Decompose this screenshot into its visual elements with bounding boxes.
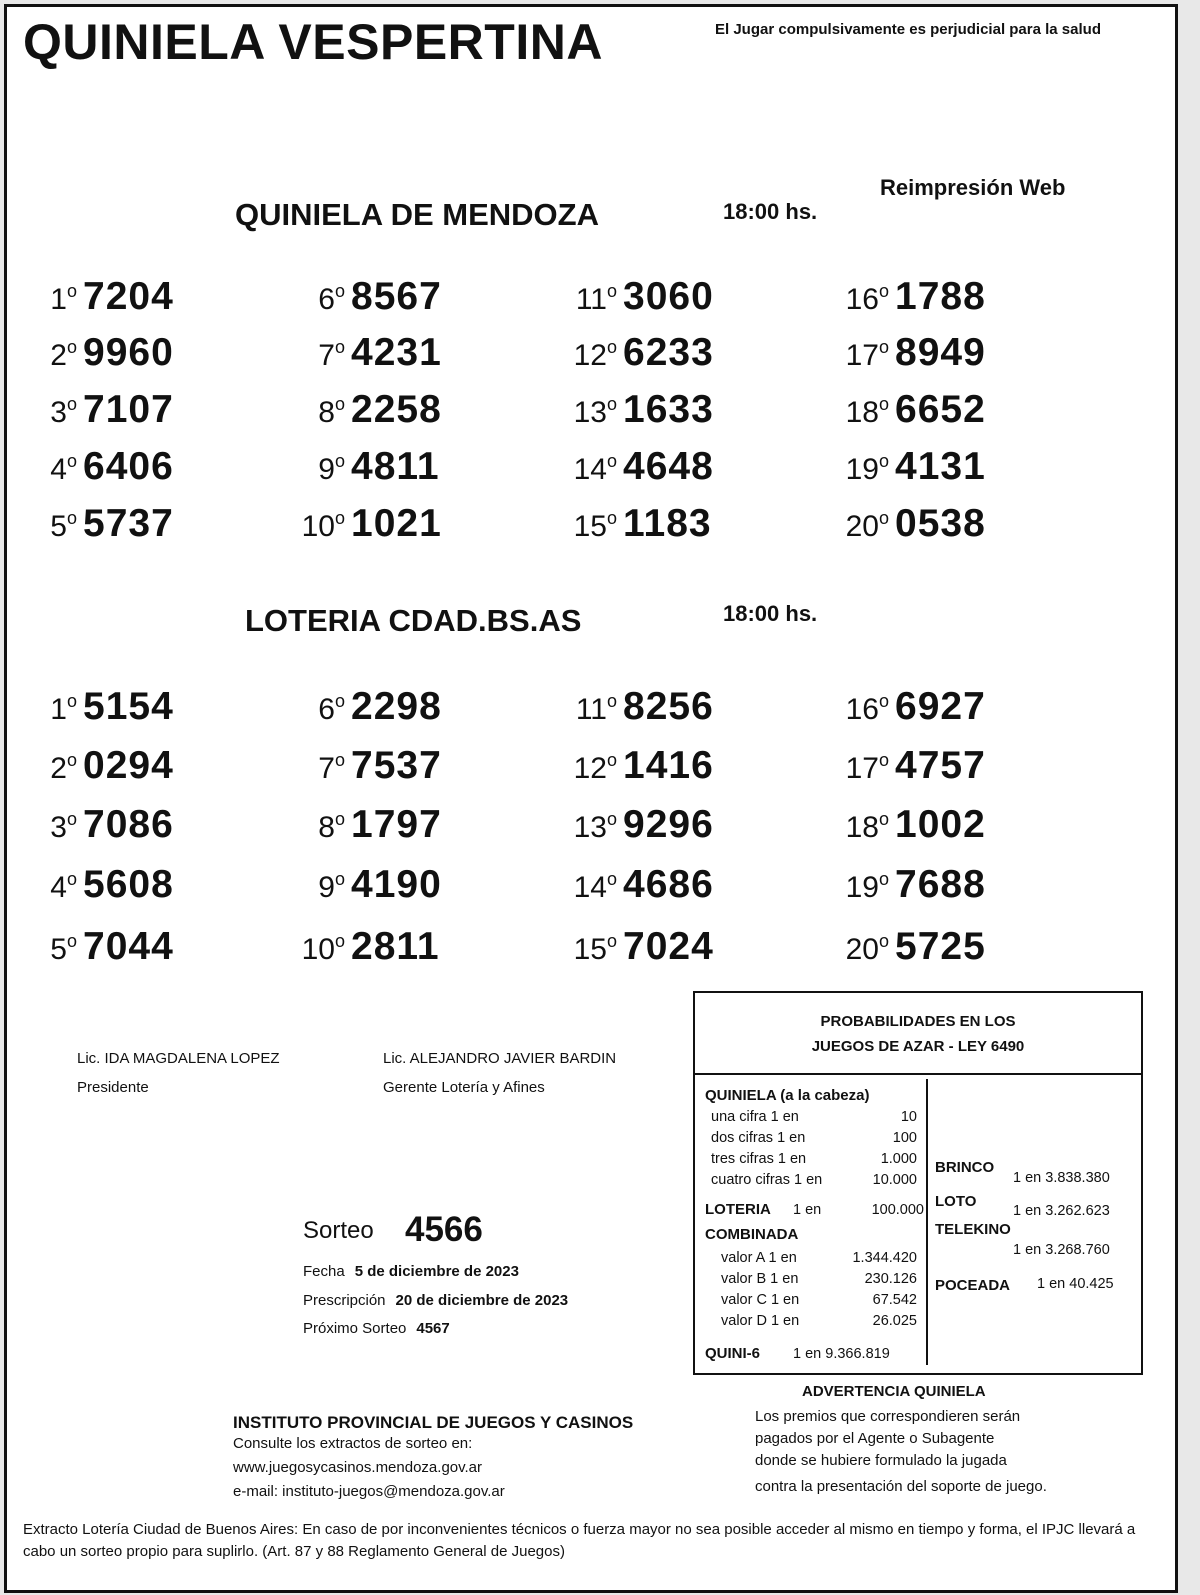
result-position-number: 4: [50, 453, 67, 486]
loto-prob-label: LOTO: [935, 1193, 977, 1210]
instituto-web-link[interactable]: www.juegosycasinos.mendoza.gov.ar: [233, 1459, 483, 1476]
instituto-title: INSTITUTO PROVINCIAL DE JUEGOS Y CASINOS: [233, 1413, 634, 1432]
result-cell: [557, 388, 714, 432]
result-position: 13$^o$: [573, 809, 617, 844]
result-number: 1002: [895, 803, 986, 846]
result-cell: [17, 445, 174, 489]
result-cell: [829, 445, 986, 489]
prob-row-label: una cifra 1 en: [711, 1109, 799, 1125]
probabilities-title-line2: JUEGOS DE AZAR - LEY 6490: [811, 1038, 1025, 1055]
result-cell: [829, 685, 986, 729]
result-position: 19$^o$: [845, 451, 889, 486]
prob-row-value: 10.000: [872, 1172, 917, 1188]
result-position-number: 20: [845, 510, 879, 543]
result-cell: [829, 502, 986, 546]
prob-row-label: valor C 1 en: [721, 1292, 800, 1308]
result-number: 6652: [895, 388, 986, 431]
prob-row-label: cuatro cifras 1 en: [711, 1172, 823, 1188]
advertencia-line-3: donde se hubiere formulado la jugada: [755, 1452, 1007, 1469]
result-position-number: 6: [318, 693, 335, 726]
result-position-number: 16: [845, 693, 879, 726]
result-position-number: 16: [845, 283, 879, 316]
result-number: 6927: [895, 685, 986, 728]
result-position: 15$^o$: [573, 931, 617, 966]
fecha-value: 5 de diciembre de 2023: [354, 1263, 519, 1280]
advertencia-title: ADVERTENCIA QUINIELA: [802, 1383, 986, 1400]
result-number: 1788: [895, 275, 986, 318]
result-position: 4$^o$: [50, 451, 77, 486]
result-position: 2$^o$: [50, 337, 77, 372]
result-position-number: 13: [573, 811, 607, 844]
signature-name-2: Lic. ALEJANDRO JAVIER BARDIN: [383, 1050, 617, 1067]
result-cell: [285, 275, 442, 319]
quiniela-prob-title: QUINIELA (a la cabeza): [705, 1087, 870, 1104]
result-position-number: 8: [318, 811, 335, 844]
result-number: 5154: [83, 685, 174, 728]
result-number: 4231: [351, 331, 442, 374]
result-position-number: 9: [318, 871, 335, 904]
result-position-number: 8: [318, 396, 335, 429]
result-position-number: 1: [50, 283, 67, 316]
probabilities-title-line1: PROBABILIDADES EN LOS: [820, 1013, 1016, 1030]
result-position-number: 14: [573, 453, 607, 486]
reprint-label: Reimpresión Web: [880, 175, 1066, 200]
result-position: 17$^o$: [845, 750, 889, 785]
result-position: 12$^o$: [573, 750, 617, 785]
probabilities-header: [695, 993, 1141, 1075]
result-position-number: 11: [575, 283, 607, 316]
prob-row-label: valor A 1 en: [721, 1250, 797, 1266]
result-position-number: 7: [318, 339, 335, 372]
result-cell: [829, 331, 986, 375]
result-cell: [17, 863, 174, 907]
result-number: 7044: [83, 925, 174, 968]
brinco-prob-label: BRINCO: [935, 1159, 995, 1176]
result-cell: [557, 925, 714, 969]
prob-row-value: 10: [900, 1109, 917, 1125]
result-position: 8$^o$: [318, 809, 345, 844]
result-cell: [17, 502, 174, 546]
result-position-number: 14: [573, 871, 607, 904]
result-number: 4648: [623, 445, 714, 488]
result-cell: [557, 744, 714, 788]
proximo-value: 4567: [416, 1320, 450, 1337]
result-position: 16$^o$: [845, 691, 889, 726]
poceada-prob-label: POCEADA: [935, 1277, 1011, 1294]
result-position-number: 2: [50, 752, 67, 785]
result-cell: [829, 925, 986, 969]
section-title-mendoza: QUINIELA DE MENDOZA: [235, 197, 599, 232]
result-position-number: 2: [50, 339, 67, 372]
sorteo-number: 4566: [405, 1210, 483, 1249]
result-number: 1183: [623, 502, 712, 545]
prob-row-label: dos cifras 1 en: [711, 1130, 806, 1146]
result-position: 5$^o$: [50, 931, 77, 966]
result-position-number: 17: [845, 752, 879, 785]
result-number: 3060: [623, 275, 714, 318]
page-title: QUINIELA VESPERTINA: [23, 14, 603, 70]
result-cell: [285, 744, 442, 788]
result-number: 6233: [623, 331, 714, 374]
result-number: 9960: [83, 331, 174, 374]
result-number: 7537: [351, 744, 442, 787]
advertencia-line-1: Los premios que correspondieren serán: [755, 1408, 1021, 1425]
advertencia-line-2: pagados por el Agente o Subagente: [755, 1430, 995, 1447]
sorteo-label: Sorteo: [303, 1217, 374, 1244]
prescripcion-value: 20 de diciembre de 2023: [395, 1292, 569, 1309]
prescripcion-label: Prescripción: [303, 1292, 386, 1309]
loto-prob-value: 1 en 3.262.623: [1013, 1203, 1110, 1219]
result-number: 8949: [895, 331, 986, 374]
result-position: 8$^o$: [318, 394, 345, 429]
result-position: 3$^o$: [50, 809, 77, 844]
result-position: 10$^o$: [301, 508, 345, 543]
result-cell: [557, 863, 714, 907]
result-cell: [829, 744, 986, 788]
result-cell: [17, 685, 174, 729]
result-number: 1797: [351, 803, 442, 846]
combinada-prob-title: COMBINADA: [705, 1226, 799, 1243]
result-position-number: 4: [50, 871, 67, 904]
result-number: 4811: [351, 445, 440, 488]
result-number: 7107: [83, 388, 174, 431]
result-position-number: 18: [845, 396, 879, 429]
result-cell: [17, 925, 174, 969]
result-number: 4686: [623, 863, 714, 906]
result-cell: [829, 863, 986, 907]
fecha-row: [303, 1263, 519, 1280]
telekino-prob-label: TELEKINO: [935, 1221, 1011, 1238]
result-cell: [285, 388, 442, 432]
result-number: 1416: [623, 744, 714, 787]
result-position-number: 11: [575, 693, 607, 726]
result-cell: [285, 925, 440, 969]
result-number: 2258: [351, 388, 442, 431]
result-position: 16$^o$: [845, 281, 889, 316]
result-position-number: 19: [845, 453, 879, 486]
result-position: 1$^o$: [50, 691, 77, 726]
result-cell: [285, 685, 442, 729]
result-number: 0294: [83, 744, 174, 787]
result-position: 7$^o$: [318, 750, 345, 785]
result-position-number: 12: [573, 752, 607, 785]
brinco-prob-value: 1 en 3.838.380: [1013, 1170, 1110, 1186]
result-position: 11$^o$: [575, 281, 617, 316]
advertencia-line-4: contra la presentación del soporte de juego.: [755, 1478, 1047, 1495]
signature-role-2: Gerente Lotería y Afines: [383, 1079, 545, 1096]
result-position: 11$^o$: [575, 691, 617, 726]
result-number: 4131: [895, 445, 986, 488]
loteria-prob-en: 1 en: [793, 1202, 822, 1218]
prob-row-value: 100: [892, 1130, 917, 1146]
quini6-prob-label: QUINI-6: [705, 1345, 761, 1362]
result-position: 3$^o$: [50, 394, 77, 429]
result-position: 4$^o$: [50, 869, 77, 904]
result-position: 14$^o$: [573, 869, 617, 904]
prob-row-value: 230.126: [864, 1271, 917, 1287]
result-position: 5$^o$: [50, 508, 77, 543]
result-number: 5737: [83, 502, 174, 545]
prob-row-label: valor B 1 en: [721, 1271, 799, 1287]
telekino-prob-value: 1 en 3.268.760: [1013, 1242, 1110, 1258]
result-number: 4757: [895, 744, 986, 787]
health-warning: El Jugar compulsivamente es perjudicial para la salud: [715, 21, 1101, 38]
result-cell: [285, 331, 442, 375]
result-cell: [17, 803, 174, 847]
loteria-prob-value: 100.000: [871, 1202, 924, 1218]
result-position: 7$^o$: [318, 337, 345, 372]
result-position-number: 6: [318, 283, 335, 316]
result-cell: [829, 275, 986, 319]
result-position: 20$^o$: [845, 508, 889, 543]
result-number: 9296: [623, 803, 714, 846]
prescripcion-row: [303, 1292, 568, 1309]
result-position-number: 10: [301, 933, 335, 966]
result-number: 8256: [623, 685, 714, 728]
result-number: 5725: [895, 925, 986, 968]
poceada-prob-value: 1 en 40.425: [1037, 1276, 1114, 1292]
result-cell: [557, 445, 714, 489]
result-cell: [557, 502, 712, 546]
result-position-number: 3: [50, 396, 67, 429]
result-cell: [557, 803, 714, 847]
result-cell: [829, 388, 986, 432]
result-cell: [285, 803, 442, 847]
result-position: 9$^o$: [318, 869, 345, 904]
result-position: 18$^o$: [845, 809, 889, 844]
result-cell: [17, 275, 174, 319]
result-number: 1633: [623, 388, 714, 431]
result-position-number: 5: [50, 510, 67, 543]
result-position-number: 12: [573, 339, 607, 372]
result-cell: [557, 331, 714, 375]
footer-note: Extracto Lotería Ciudad de Buenos Aires: En caso de por inconvenientes técnicos o fuerza mayor no sea posible acceder al mismo en tiempo y forma, el IPJC llevará a cabo un sorteo propio para suplirlo. (Art. 87 y 88 Reglamento General de Juegos): [23, 1521, 1136, 1560]
result-position-number: 15: [573, 933, 607, 966]
section-time-mendoza: 18:00 hs.: [723, 199, 818, 224]
result-number: 8567: [351, 275, 442, 318]
result-number: 7688: [895, 863, 986, 906]
result-position: 1$^o$: [50, 281, 77, 316]
prob-row-value: 26.025: [872, 1313, 917, 1329]
prob-row-label: valor D 1 en: [721, 1313, 800, 1329]
instituto-consulte: Consulte los extractos de sorteo en:: [233, 1435, 473, 1452]
result-cell: [17, 744, 174, 788]
result-position: 17$^o$: [845, 337, 889, 372]
result-position: 14$^o$: [573, 451, 617, 486]
result-cell: [557, 685, 714, 729]
result-position-number: 1: [50, 693, 67, 726]
instituto-email-link[interactable]: e-mail: instituto-juegos@mendoza.gov.ar: [233, 1483, 505, 1500]
proximo-row: [303, 1320, 450, 1337]
signature-role-1: Presidente: [77, 1079, 149, 1096]
result-position-number: 10: [301, 510, 335, 543]
result-number: 1021: [351, 502, 442, 545]
result-number: 4190: [351, 863, 442, 906]
result-position-number: 3: [50, 811, 67, 844]
result-position: 13$^o$: [573, 394, 617, 429]
result-number: 2811: [351, 925, 440, 968]
fecha-label: Fecha: [303, 1263, 345, 1280]
result-cell: [17, 388, 174, 432]
result-position-number: 5: [50, 933, 67, 966]
result-cell: [557, 275, 714, 319]
result-position-number: 17: [845, 339, 879, 372]
probabilities-left-column: [699, 1079, 928, 1365]
prob-row-value: 67.542: [872, 1292, 917, 1308]
prob-row-label: tres cifras 1 en: [711, 1151, 807, 1167]
loteria-prob-label: LOTERIA: [705, 1201, 771, 1218]
section-title-loteria: LOTERIA CDAD.BS.AS: [245, 603, 582, 638]
result-position-number: 19: [845, 871, 879, 904]
result-position-number: 13: [573, 396, 607, 429]
result-position: 15$^o$: [573, 508, 617, 543]
prob-row-value: 1.344.420: [852, 1250, 917, 1266]
quini6-prob-value: 1 en 9.366.819: [793, 1346, 890, 1362]
result-position-number: 18: [845, 811, 879, 844]
result-position-number: 9: [318, 453, 335, 486]
result-number: 7024: [623, 925, 714, 968]
result-number: 0538: [895, 502, 986, 545]
result-position: 10$^o$: [301, 931, 345, 966]
signature-name-1: Lic. IDA MAGDALENA LOPEZ: [77, 1050, 280, 1067]
result-position-number: 15: [573, 510, 607, 543]
result-cell: [285, 445, 440, 489]
result-position-number: 20: [845, 933, 879, 966]
result-position: 6$^o$: [318, 691, 345, 726]
result-number: 6406: [83, 445, 174, 488]
prob-row-value: 1.000: [880, 1151, 917, 1167]
extract-sheet: [4, 4, 1178, 1593]
proximo-label: Próximo Sorteo: [303, 1320, 407, 1337]
result-cell: [285, 863, 442, 907]
result-number: 7086: [83, 803, 174, 846]
result-position: 20$^o$: [845, 931, 889, 966]
result-position: 12$^o$: [573, 337, 617, 372]
result-cell: [829, 803, 986, 847]
result-position: 2$^o$: [50, 750, 77, 785]
result-number: 2298: [351, 685, 442, 728]
result-position: 19$^o$: [845, 869, 889, 904]
result-number: 5608: [83, 863, 174, 906]
result-cell: [17, 331, 174, 375]
probabilities-box: [693, 991, 1143, 1375]
result-position-number: 7: [318, 752, 335, 785]
result-cell: [285, 502, 442, 546]
result-position: 18$^o$: [845, 394, 889, 429]
result-number: 7204: [83, 275, 174, 318]
result-position: 6$^o$: [318, 281, 345, 316]
result-position: 9$^o$: [318, 451, 345, 486]
section-time-loteria: 18:00 hs.: [723, 601, 818, 626]
